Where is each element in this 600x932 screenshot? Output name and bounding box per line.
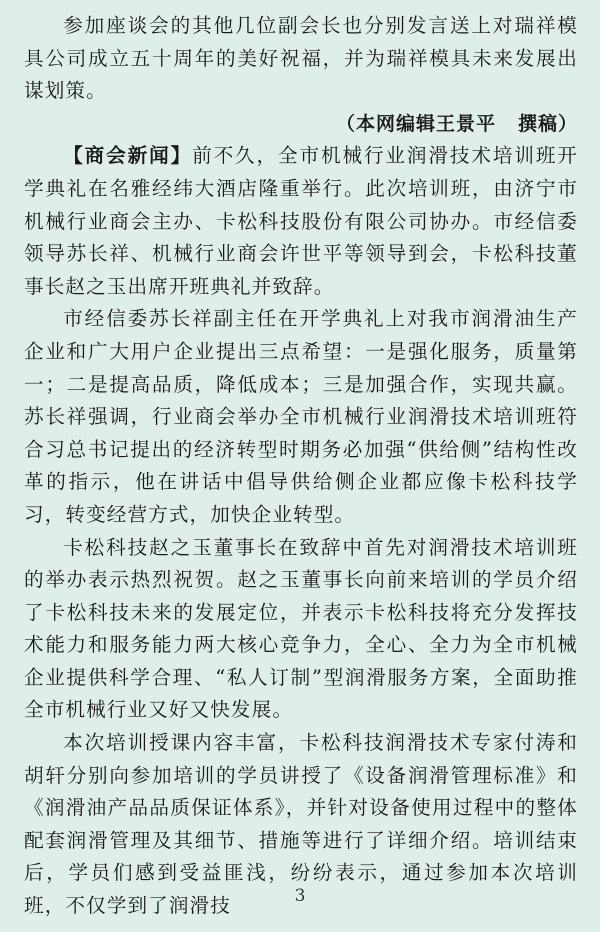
byline-editor: （本网编辑王景平 [335,112,496,135]
page-number: 3 [294,886,306,906]
paragraph-training-content: 本次培训授课内容丰富，卡松科技润滑技术专家付涛和胡轩分别向参加培训的学员讲授了《设备润滑管理标准》和《润滑油产品品质保证体系》，并针对设备使用过程中的整体配套润滑管理及其细节、措施等进行了详细介绍。培训结束后，学员们感到受益匪浅，纷纷表示，通过参加本次培训班，不仅学到了润滑技 [24,731,578,918]
byline-role: 撰稿） [517,112,578,135]
paragraph-official-speech: 市经信委苏长祥副主任在开学典礼上对我市润滑油生产企业和广大用户企业提出三点希望：一是强化服务，质量第一；二是提高品质，降低成本；三是加强合作，实现共赢。苏长祥强调，行业商会举办全市机械行业润滑技术培训班符合习总书记提出的经济转型时期务必加强“供给侧”结构性改革的指示，他在讲话中倡导供给侧企业都应像卡松科技学习，转变经营方式，加快企业转型。 [24,307,578,526]
paragraph-news-lead [24,140,578,303]
byline [24,108,578,141]
news-tag: 【商会新闻】 [63,144,193,168]
paragraph-closing-remarks: 参加座谈会的其他几位副会长也分别发言送上对瑞祥模具公司成立五十周年的美好祝福，并为瑞祥模具未来发展出谋划策。 [24,14,578,103]
paragraph-chairman-speech: 卡松科技赵之玉董事长在致辞中首先对润滑技术培训班的举办表示热烈祝贺。赵之玉董事长向前来培训的学员介绍了卡松科技未来的发展定位，并表示卡松科技将充分发挥技术能力和服务能力两大核心竞争力，全心、全力为全市机械企业提供科学合理、“私人订制”型润滑服务方案，全面助推全市机械行业又好又快发展。 [24,535,578,722]
news-lead-text: 前不久，全市机械行业润滑技术培训班开学典礼在名雅经纬大酒店隆重举行。此次培训班，由济宁市机械行业商会主办、卡松科技股份有限公司协办。市经信委领导苏长祥、机械行业商会许世平等领导到会，卡松科技董事长赵之玉出席开班典礼并致辞。 [24,144,578,298]
